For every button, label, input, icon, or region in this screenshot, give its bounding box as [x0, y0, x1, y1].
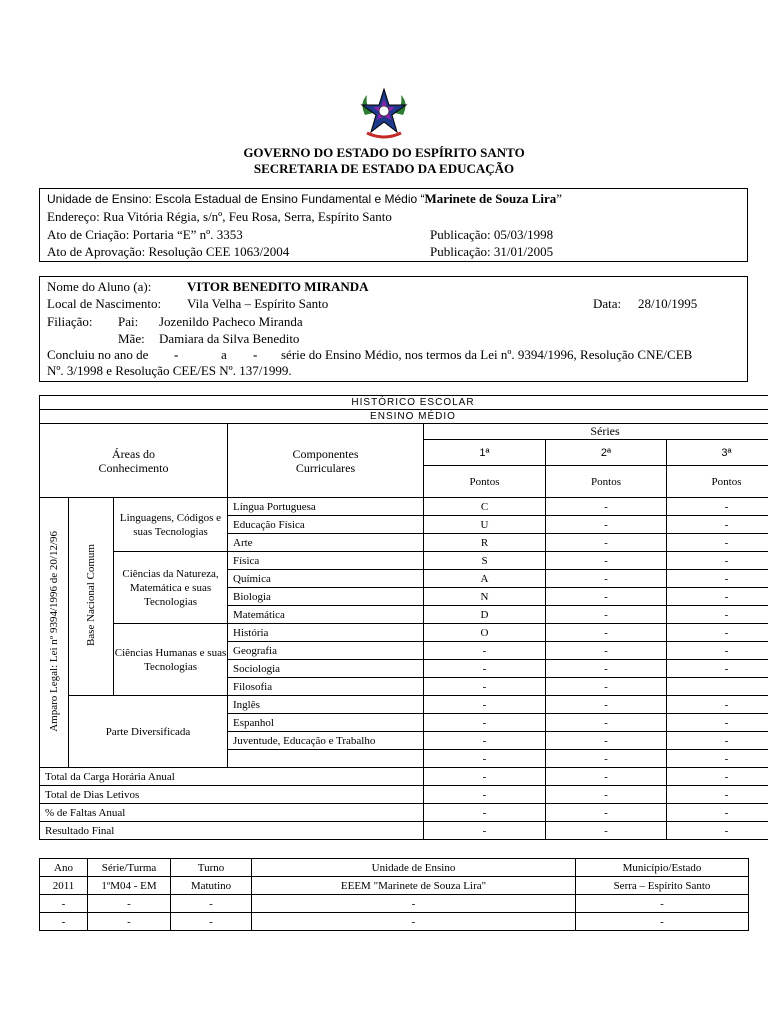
total-s3: -	[667, 822, 768, 840]
mae-label: Mãe:	[118, 331, 145, 346]
grade-s2: -	[546, 714, 667, 732]
concluiu-text-1: Concluiu no ano de	[47, 347, 149, 362]
total-s1: -	[424, 768, 546, 786]
attendance-header: Ano	[40, 859, 88, 877]
attendance-cell: -	[40, 913, 88, 931]
attendance-cell: EEEM "Marinete de Souza Lira"	[252, 877, 576, 895]
grade-s1: -	[424, 732, 546, 750]
attendance-cell: -	[576, 913, 749, 931]
grade-s2: -	[546, 570, 667, 588]
componente: Geografia	[228, 642, 424, 660]
grade-s2: -	[546, 732, 667, 750]
grade-s3: -	[667, 624, 768, 642]
endereco: Endereço: Rua Vitória Régia, s/nº, Feu Rosa, Serra, Espírito Santo	[47, 209, 392, 224]
grade-s3: -	[667, 570, 768, 588]
secretaria-title: SECRETARIA DE ESTADO DA EDUCAÇÃO	[253, 161, 515, 176]
grade-s3: -	[667, 552, 768, 570]
attendance-cell: -	[171, 913, 252, 931]
pontos-3-header: Pontos	[667, 466, 768, 498]
data-label: Data:	[593, 296, 622, 311]
unidade-value-suffix: ”	[556, 191, 563, 206]
grade-s3: -	[667, 642, 768, 660]
total-s2: -	[546, 822, 667, 840]
grade-s2: -	[546, 588, 667, 606]
area-ciencias-humanas	[114, 624, 228, 696]
grade-s3: -	[667, 732, 768, 750]
concluiu-text-3: Nº. 3/1998 e Resolução CEE/ES Nº. 137/1999.	[47, 363, 292, 378]
attendance-header: Unidade de Ensino	[252, 859, 576, 877]
concluiu-dash-2: -	[253, 347, 258, 362]
grade-s1: O	[424, 624, 546, 642]
grade-s2: -	[546, 660, 667, 678]
componente: Matemática	[228, 606, 424, 624]
total-s2: -	[546, 804, 667, 822]
amparo-legal-cell	[40, 498, 69, 768]
concluiu-a: a	[221, 347, 227, 362]
componente: Inglês	[228, 696, 424, 714]
grade-s2: -	[546, 750, 667, 768]
attendance-cell: -	[171, 895, 252, 913]
componente: Espanhol	[228, 714, 424, 732]
componente: Arte	[228, 534, 424, 552]
total-s1: -	[424, 804, 546, 822]
grade-s3	[667, 678, 768, 696]
grade-s1: R	[424, 534, 546, 552]
grade-s3: -	[667, 534, 768, 552]
total-s3: -	[667, 804, 768, 822]
data-value: 28/10/1995	[638, 296, 698, 311]
grade-s2: -	[546, 498, 667, 516]
grade-s3: -	[667, 588, 768, 606]
grade-s1: -	[424, 750, 546, 768]
attendance-cell: Serra – Espírito Santo	[576, 877, 749, 895]
areas-header	[40, 424, 228, 498]
total-s2: -	[546, 768, 667, 786]
attendance-cell: -	[88, 895, 171, 913]
grade-s1: A	[424, 570, 546, 588]
componente: Educação Física	[228, 516, 424, 534]
total-s3: -	[667, 768, 768, 786]
attendance-cell: -	[252, 895, 576, 913]
serie-3-header: 3ª	[667, 440, 768, 466]
componente: Química	[228, 570, 424, 588]
grade-s2: -	[546, 642, 667, 660]
attendance-table	[39, 858, 749, 931]
local-label: Local de Nascimento:	[47, 296, 162, 311]
grade-s1: U	[424, 516, 546, 534]
ato-aprovacao: Ato de Aprovação: Resolução CEE 1063/2004	[47, 244, 290, 259]
componente: Juventude, Educação e Trabalho	[228, 732, 424, 750]
grade-s1: -	[424, 696, 546, 714]
componente: Biologia	[228, 588, 424, 606]
grade-s3: -	[667, 750, 768, 768]
total-label: Total de Dias Letivos	[40, 786, 424, 804]
grade-s3: -	[667, 606, 768, 624]
grade-s1: -	[424, 660, 546, 678]
area-linguagens-label: Linguagens, Códigos e suas Tecnologias	[119, 511, 222, 538]
publicacao-criacao: Publicação: 05/03/1998	[430, 227, 554, 242]
attendance-header: Turno	[171, 859, 252, 877]
mae-value: Damiara da Silva Benedito	[159, 331, 300, 346]
grade-s1: S	[424, 552, 546, 570]
attendance-cell: -	[252, 913, 576, 931]
areas-label: Áreas do Conhecimento	[98, 446, 169, 475]
grade-s3: -	[667, 696, 768, 714]
total-s1: -	[424, 822, 546, 840]
series-header: Séries	[424, 424, 768, 440]
attendance-cell: -	[40, 895, 88, 913]
ato-criacao: Ato de Criação: Portaria “E” nº. 3353	[47, 227, 243, 242]
amparo-legal-label: Amparo Legal: Lei nº 9394/1996 de 20/12/96	[48, 530, 60, 732]
grade-s2: -	[546, 552, 667, 570]
base-nacional-label: Base Nacional Comum	[85, 543, 97, 647]
unidade-value-prefix: Escola Estadual de Ensino Fundamental e Médio “	[155, 192, 425, 206]
historico-table	[39, 395, 768, 840]
concluiu-text-2: série do Ensino Médio, nos termos da Lei nº. 9394/1996, Resolução CNE/CEB	[281, 347, 693, 362]
grade-s3: -	[667, 660, 768, 678]
pai-value: Jozenildo Pacheco Miranda	[159, 314, 303, 329]
grade-s1: N	[424, 588, 546, 606]
school-name: Marinete de Souza Lira	[424, 191, 557, 206]
pontos-1-header: Pontos	[424, 466, 546, 498]
attendance-cell: 1ºM04 - EM	[88, 877, 171, 895]
componente: Física	[228, 552, 424, 570]
grade-s1: D	[424, 606, 546, 624]
grade-s2: -	[546, 624, 667, 642]
unidade-label: Unidade de Ensino:	[47, 192, 152, 206]
area-ciencias-humanas-label: Ciências Humanas e suas Tecnologias	[114, 646, 227, 673]
total-s3: -	[667, 786, 768, 804]
serie-2-header: 2ª	[546, 440, 667, 466]
coat-of-arms-emblem	[355, 85, 413, 143]
nome-label: Nome do Aluno (a):	[47, 279, 152, 294]
serie-1-header: 1ª	[424, 440, 546, 466]
pai-label: Pai:	[118, 314, 139, 329]
grade-s2: -	[546, 534, 667, 552]
filiacao-label: Filiação:	[47, 314, 93, 329]
componente: Língua Portuguesa	[228, 498, 424, 516]
grade-s2: -	[546, 606, 667, 624]
school-unit-line	[47, 191, 562, 207]
grade-s2: -	[546, 696, 667, 714]
publicacao-aprovacao: Publicação: 31/01/2005	[430, 244, 554, 259]
grade-s1: -	[424, 714, 546, 732]
total-label: Resultado Final	[40, 822, 424, 840]
base-nacional-cell	[69, 498, 114, 696]
attendance-header: Município/Estado	[576, 859, 749, 877]
grade-s1: -	[424, 642, 546, 660]
attendance-cell: -	[88, 913, 171, 931]
componente: História	[228, 624, 424, 642]
historico-title: HISTÓRICO ESCOLAR	[40, 396, 768, 410]
componente: Filosofia	[228, 678, 424, 696]
area-parte-diversificada: Parte Diversificada	[69, 696, 228, 768]
attendance-header: Série/Turma	[88, 859, 171, 877]
total-s1: -	[424, 786, 546, 804]
grade-s3: -	[667, 498, 768, 516]
attendance-cell: Matutino	[171, 877, 252, 895]
total-s2: -	[546, 786, 667, 804]
grade-s2: -	[546, 678, 667, 696]
grade-s2: -	[546, 516, 667, 534]
grade-s3: -	[667, 516, 768, 534]
grade-s1: -	[424, 678, 546, 696]
pontos-2-header: Pontos	[546, 466, 667, 498]
grade-s1: C	[424, 498, 546, 516]
componentes-label: Componentes Curriculares	[292, 446, 359, 475]
componente	[228, 750, 424, 768]
componente: Sociologia	[228, 660, 424, 678]
concluiu-dash-1: -	[174, 347, 179, 362]
local-value: Vila Velha – Espírito Santo	[187, 296, 329, 311]
grade-s3: -	[667, 714, 768, 732]
componentes-header	[228, 424, 424, 498]
historico-subtitle: ENSINO MÉDIO	[40, 410, 768, 424]
student-name: VITOR BENEDITO MIRANDA	[187, 279, 369, 294]
area-linguagens	[114, 498, 228, 552]
total-label: Total da Carga Horária Anual	[40, 768, 424, 786]
attendance-cell: -	[576, 895, 749, 913]
attendance-cell: 2011	[40, 877, 88, 895]
government-title: GOVERNO DO ESTADO DO ESPÍRITO SANTO	[243, 145, 525, 160]
area-ciencias-natureza-label: Ciências da Natureza, Matemática e suas Tecnologias	[122, 567, 219, 608]
area-ciencias-natureza	[114, 552, 228, 624]
total-label: % de Faltas Anual	[40, 804, 424, 822]
